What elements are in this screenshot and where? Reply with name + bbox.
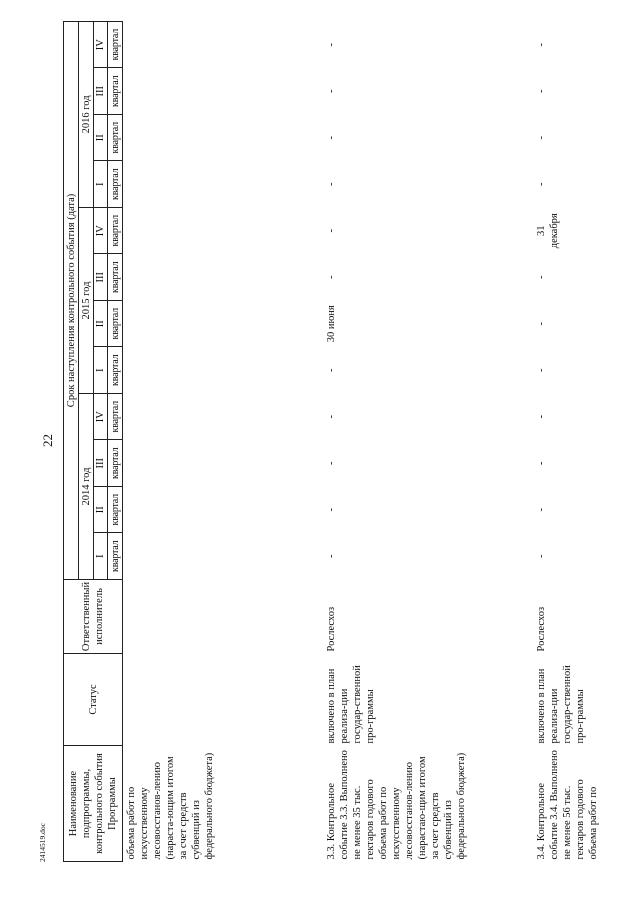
deadline-cell: - [535,415,547,419]
header-quarter-word: квартал [108,68,123,115]
deadline-cell: - [325,42,337,47]
event-name: объема работ по искусственному лесовосстанов-лению (нараста-ющим итогом за счет средств субвенций из федерального бюджета) [126,752,215,860]
control-events-table [63,21,633,862]
header-quarter-word: квартал [108,440,123,487]
header-quarter-num: III [94,68,108,115]
header-responsible: Ответственный исполнитель [64,580,123,654]
deadline-cell: - [535,275,547,279]
deadline-cell [123,254,323,301]
header-year-2014: 2014 год [79,394,94,580]
header-quarter-num: IV [94,394,108,441]
header-quarter-word: квартал [108,533,123,580]
deadline-cell: - [325,136,337,140]
table-row [123,21,323,861]
deadline-cell: - [325,461,337,465]
header-quarter-word: квартал [108,254,123,301]
header-year-2015: 2015 год [79,208,94,394]
deadline-cell: 30 июня [325,305,337,343]
deadline-cell: - [325,229,337,233]
footer-filename: 2414519.doc [38,823,47,862]
deadline-cell: - [535,136,547,140]
table-header [64,21,123,861]
deadline-cell: 31 декабря [535,213,560,249]
header-quarter-word: квартал [108,208,123,255]
table-row [533,21,633,861]
deadline-cell: - [535,508,547,512]
deadline-cell: - [325,554,337,558]
deadline-cell: - [325,368,337,372]
header-quarter-num: I [94,533,108,580]
deadline-cell: - [535,182,547,186]
event-status: включено в план реализа-ции государ-ственной про-граммы [535,665,586,744]
deadline-cell: - [325,415,337,419]
header-quarter-num: III [94,440,108,487]
header-year-2016: 2016 год [79,21,94,207]
deadline-cell [123,440,323,487]
deadline-cell [123,301,323,348]
deadline-cell: - [325,275,337,279]
header-quarter-word: квартал [108,115,123,162]
event-responsible: Рослесхоз [535,606,547,652]
deadline-cell [123,208,323,255]
header-quarter-word: квартал [108,301,123,348]
header-quarter-num: II [94,487,108,534]
header-status: Статус [64,654,123,746]
deadline-cell: - [325,508,337,512]
rotated-page [63,22,633,862]
deadline-cell: - [535,554,547,558]
event-status [123,654,323,746]
table-body [123,21,633,861]
deadline-cell: - [325,182,337,186]
deadline-cell [123,394,323,441]
event-responsible: Рослесхоз [325,606,337,652]
header-quarter-num: I [94,161,108,208]
deadline-cell: - [535,42,547,47]
header-name: Наименование подпрограммы, контрольного события Программы [64,746,123,862]
deadline-cell [123,347,323,394]
event-responsible [123,580,323,654]
header-quarter-word: квартал [108,487,123,534]
deadline-cell [123,533,323,580]
page-number: 22 [40,434,55,447]
header-quarter-num: IV [94,208,108,255]
header-quarter-word: квартал [108,347,123,394]
deadline-cell [123,68,323,115]
table-row [323,21,533,861]
deadline-cell: - [535,461,547,465]
header-quarter-num: I [94,347,108,394]
event-name: 3.4. Контрольное событие 3.4. Выполнено не менее 56 тыс. гектаров годового объема работ по [535,750,599,860]
header-quarter-word: квартал [108,21,123,68]
deadline-cell: - [325,89,337,93]
header-quarter-num: II [94,301,108,348]
event-name: 3.3. Контрольное событие 3.3. Выполнено не менее 35 тыс. гектаров годового объема работ по искусственному лесовосстанов-лению (нарастаю-щим итогом за счет средств субвенций из федерального бюджета) [325,750,467,860]
header-deadline-group: Срок наступления контрольного события (дата) [64,21,79,579]
deadline-cell [123,161,323,208]
deadline-cell [123,21,323,68]
event-status: включено в план реализа-ции государ-ственной про-граммы [325,665,376,744]
header-quarter-num: III [94,254,108,301]
deadline-cell: - [535,89,547,93]
deadline-cell [123,115,323,162]
deadline-cell: - [535,322,547,326]
header-quarter-num: II [94,115,108,162]
header-quarter-num: IV [94,21,108,68]
deadline-cell: - [535,368,547,372]
header-quarter-word: квартал [108,161,123,208]
deadline-cell [123,487,323,534]
header-quarter-word: квартал [108,394,123,441]
